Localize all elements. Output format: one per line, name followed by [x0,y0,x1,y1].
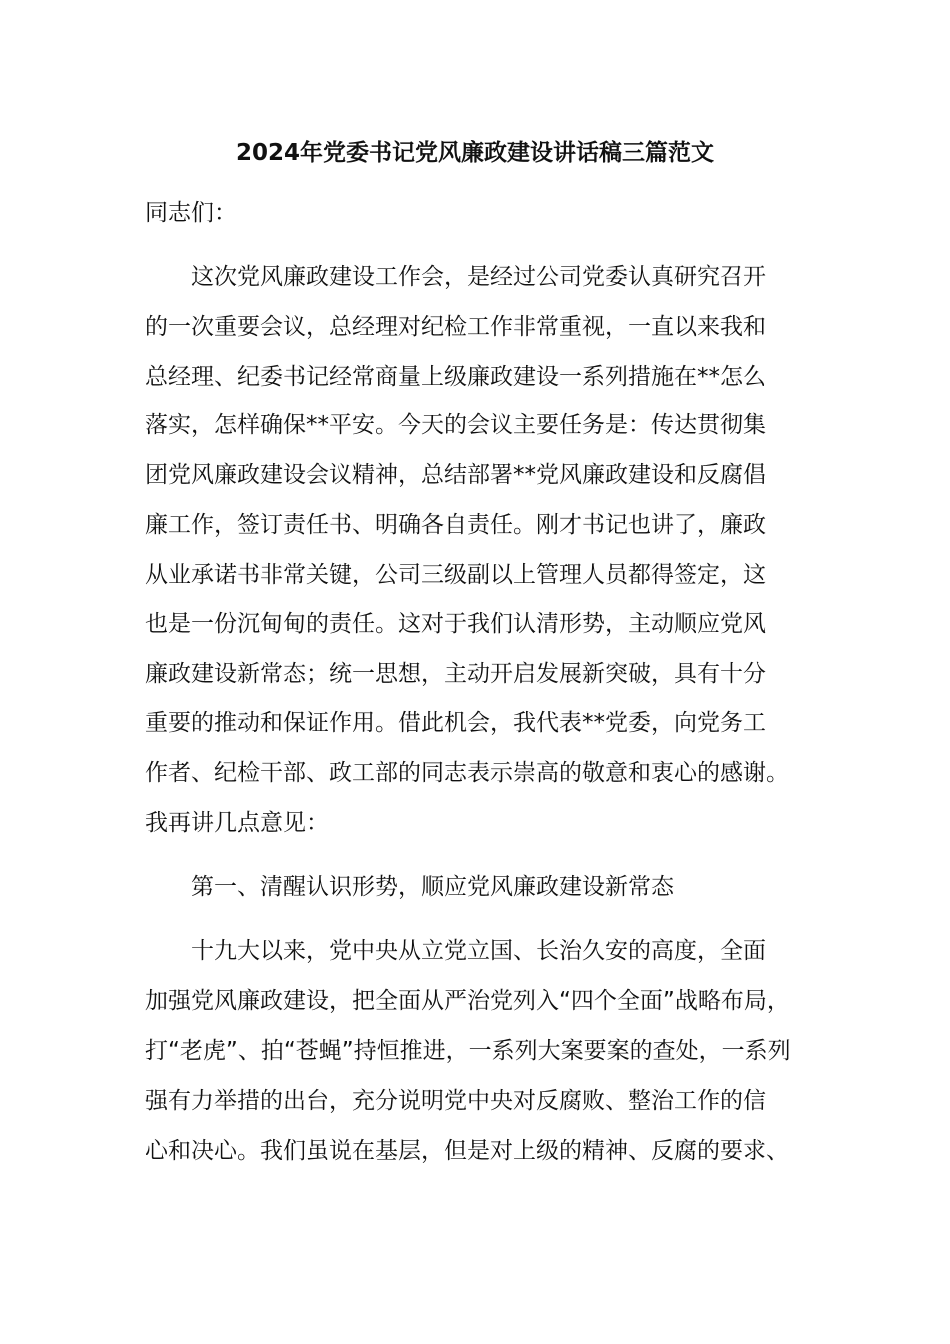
paragraph-line: 廉工作，签订责任书、明确各自责任。刚才书记也讲了，廉政 [145,512,766,538]
paragraph-line: 廉政建设新常态；统一思想，主动开启发展新突破，具有十分 [145,661,766,687]
paragraph-line: 团党风廉政建设会议精神，总结部署**党风廉政建设和反腐倡 [145,462,766,488]
paragraph-line: 加强党风廉政建设，把全面从严治党列入“四个全面”战略布局， [145,988,790,1014]
paragraph-line: 十九大以来，党中央从立党立国、长治久安的高度，全面 [145,938,766,964]
paragraph-line: 从业承诺书非常关键，公司三级副以上管理人员都得签定，这 [145,562,766,588]
paragraph-line: 我再讲几点意见： [145,810,329,836]
paragraph-line: 心和决心。我们虽说在基层，但是对上级的精神、反腐的要求、 [145,1138,789,1164]
paragraph-line: 的一次重要会议，总经理对纪检工作非常重视，一直以来我和 [145,314,766,340]
paragraph-line: 落实，怎样确保**平安。今天的会议主要任务是：传达贯彻集 [145,412,766,438]
paragraph-line: 作者、纪检干部、政工部的同志表示崇高的敬意和衷心的感谢。 [145,760,789,786]
paragraph-line: 重要的推动和保证作用。借此机会，我代表**党委，向党务工 [145,710,766,736]
section-heading: 第一、清醒认识形势，顺应党风廉政建设新常态 [145,874,674,900]
document-title: 2024年党委书记党风廉政建设讲话稿三篇范文 [235,140,714,166]
paragraph-line: 强有力举措的出台，充分说明党中央对反腐败、整治工作的信 [145,1088,766,1114]
paragraph-line: 打“老虎”、拍“苍蝇”持恒推进，一系列大案要案的查处，一系列 [145,1038,791,1064]
paragraph-line: 也是一份沉甸甸的责任。这对于我们认清形势，主动顺应党风 [145,611,766,637]
salutation: 同志们： [145,200,237,226]
paragraph-line: 总经理、纪委书记经常商量上级廉政建设一系列措施在**怎么 [145,364,766,390]
paragraph-line: 这次党风廉政建设工作会，是经过公司党委认真研究召开 [145,264,766,290]
